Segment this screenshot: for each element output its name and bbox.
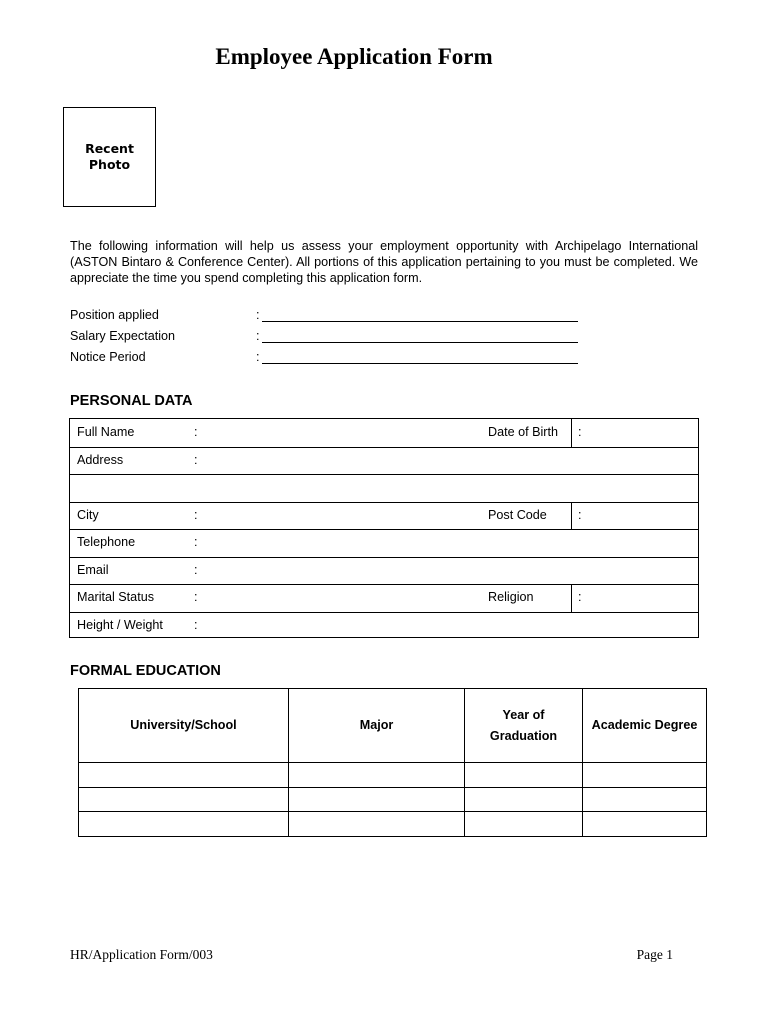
marital-status-label: Marital Status: [77, 590, 154, 604]
page-title: Employee Application Form: [215, 44, 493, 69]
position-applied-label: Position applied: [70, 308, 159, 322]
position-applied-input[interactable]: [262, 321, 578, 322]
intro-paragraph: The following information will help us assess your employment opportunity with Archipelago International (ASTON Bintaro & Conference Center). All portions of this application pertaining to you must be completed. We appreciate the time you spend completing this application form.: [70, 239, 698, 286]
address-colon: :: [194, 452, 198, 467]
personal-row-full-name[interactable]: [70, 419, 698, 448]
personal-row-email[interactable]: [70, 557, 698, 586]
telephone-colon: :: [194, 535, 198, 549]
telephone-label: Telephone: [77, 535, 136, 549]
column-divider: [571, 502, 572, 530]
year-of-graduation-text: Year of Graduation: [489, 707, 558, 743]
religion-label: Religion: [488, 590, 534, 604]
footer-document-code: HR/Application Form/003: [70, 947, 213, 962]
table-row: [79, 787, 707, 812]
footer-page-number: Page 1: [636, 947, 673, 962]
table-cell[interactable]: [79, 812, 289, 837]
notice-period-label: Notice Period: [70, 350, 146, 364]
email-colon: :: [194, 562, 198, 577]
photo-label-line-1: Recent: [85, 141, 134, 156]
salary-expectation-colon: :: [256, 329, 260, 343]
major-header: Major: [289, 689, 465, 763]
city-label: City: [77, 507, 99, 522]
personal-data-table: [69, 418, 699, 638]
email-label: Email: [77, 562, 109, 577]
full-name-colon: :: [194, 425, 198, 439]
table-cell[interactable]: [79, 763, 289, 788]
education-header-row: [79, 689, 707, 763]
table-cell[interactable]: [583, 763, 707, 788]
table-cell[interactable]: [289, 787, 465, 812]
education-table: [78, 688, 707, 837]
personal-row-telephone[interactable]: [70, 529, 698, 558]
city-colon: :: [194, 507, 198, 522]
academic-degree-header: Academic Degree: [583, 689, 707, 763]
table-cell[interactable]: [79, 787, 289, 812]
position-applied-colon: :: [256, 308, 260, 322]
salary-expectation-input[interactable]: [262, 342, 578, 343]
notice-period-input[interactable]: [262, 363, 578, 364]
table-cell[interactable]: [289, 763, 465, 788]
personal-row-height-weight[interactable]: [70, 612, 698, 640]
post-code-colon: :: [578, 507, 582, 522]
table-cell[interactable]: [465, 812, 583, 837]
full-name-label: Full Name: [77, 425, 135, 439]
religion-colon: :: [578, 590, 582, 604]
date-of-birth-colon: :: [578, 425, 582, 439]
table-cell[interactable]: [465, 763, 583, 788]
formal-education-heading: FORMAL EDUCATION: [70, 663, 221, 679]
salary-expectation-label: Salary Expectation: [70, 329, 176, 343]
address-label: Address: [77, 452, 124, 467]
university-school-header: University/School: [79, 689, 289, 763]
year-of-graduation-header: [465, 689, 583, 763]
photo-label-line-2: Photo: [88, 157, 131, 172]
post-code-label: Post Code: [488, 507, 547, 522]
table-cell[interactable]: [583, 812, 707, 837]
table-cell[interactable]: [465, 787, 583, 812]
recent-photo-box[interactable]: [63, 107, 156, 207]
personal-row-address[interactable]: [70, 447, 698, 476]
personal-row-address-continued[interactable]: [70, 474, 698, 503]
height-weight-label: Height / Weight: [77, 617, 163, 632]
table-cell[interactable]: [583, 787, 707, 812]
notice-period-colon: :: [256, 350, 260, 364]
height-weight-colon: :: [194, 617, 198, 632]
personal-row-marital-status[interactable]: [70, 584, 698, 613]
table-row: [79, 763, 707, 788]
marital-status-colon: :: [194, 590, 198, 604]
table-cell[interactable]: [289, 812, 465, 837]
column-divider: [571, 419, 572, 447]
column-divider: [571, 584, 572, 612]
personal-row-city[interactable]: [70, 502, 698, 531]
date-of-birth-label: Date of Birth: [488, 425, 558, 439]
personal-data-heading: PERSONAL DATA: [70, 393, 193, 409]
table-row: [79, 812, 707, 837]
